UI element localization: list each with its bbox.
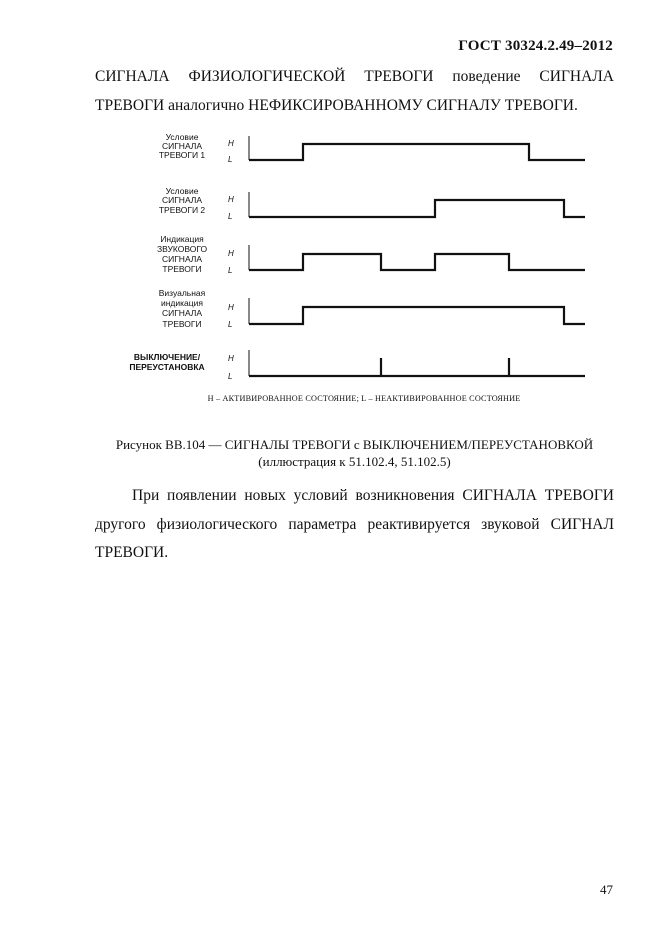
signal-trace-visual-indication (249, 307, 585, 324)
label-line: ТРЕВОГИ (162, 319, 202, 329)
figure-caption (95, 436, 614, 470)
label-line: ЗВУКОВОГО (156, 244, 208, 254)
level-low-label: L (228, 212, 233, 221)
label-line: ТРЕВОГИ 2 (158, 205, 206, 215)
signal-label-alarm-condition-2 (159, 186, 206, 215)
label-line: ПЕРЕУСТАНОВКА (129, 362, 205, 372)
label-line: ТРЕВОГИ 1 (158, 150, 206, 160)
level-high-label: H (228, 303, 234, 312)
signal-label-visual-indication (159, 288, 206, 329)
caption-reference: (иллюстрация к 51.102.4, 51.102.5) (258, 454, 451, 469)
label-line: СИГНАЛА (161, 195, 203, 205)
level-low-label: L (228, 155, 233, 164)
signal-label-silence-reset (129, 352, 204, 372)
diagram-legend: H – АКТИВИРОВАННОЕ СОСТОЯНИЕ; L – НЕАКТИВИРОВАННОЕ СОСТОЯНИЕ (207, 394, 521, 403)
level-high-label: H (228, 249, 234, 258)
label-line: ТРЕВОГИ (162, 264, 202, 274)
label-line: ВЫКЛЮЧЕНИЕ/ (133, 352, 201, 362)
signal-label-auditory-indication (157, 234, 208, 274)
label-line: Индикация (160, 234, 204, 244)
label-line: СИГНАЛА (161, 141, 203, 151)
signal-trace-auditory-indication (249, 254, 585, 270)
signal-label-alarm-condition-1 (159, 132, 206, 160)
paragraph-line: ТРЕВОГИ аналогично НЕФИКСИРОВАННОМУ СИГНАЛУ ТРЕВОГИ. (95, 97, 578, 114)
level-low-label: L (228, 266, 233, 275)
paragraph-line: СИГНАЛА ФИЗИОЛОГИЧЕСКОЙ ТРЕВОГИ поведение СИГНАЛА (95, 68, 614, 85)
label-line: СИГНАЛА (161, 254, 203, 264)
label-line: индикация (160, 298, 204, 308)
paragraph-body: При появлении новых условий возникновения СИГНАЛА ТРЕВОГИ другого физиологического параметра реактивируется звуковой СИГНАЛ ТРЕВОГИ. (95, 487, 614, 561)
caption-title: Рисунок ВВ.104 — СИГНАЛЫ ТРЕВОГИ с ВЫКЛЮЧЕНИЕМ/ПЕРЕУСТАНОВКОЙ (115, 437, 594, 452)
level-high-label: H (228, 139, 234, 148)
label-line: СИГНАЛА (161, 308, 203, 318)
label-line: Визуальная (158, 288, 206, 298)
label-line: Условие (165, 132, 199, 142)
signal-trace-alarm-condition-1 (249, 144, 585, 160)
page-number: 47 (600, 882, 613, 897)
level-high-label: H (228, 195, 234, 204)
label-line: Условие (165, 186, 199, 196)
level-low-label: L (228, 372, 233, 381)
signal-trace-alarm-condition-2 (249, 200, 585, 217)
document-id: ГОСТ 30324.2.49–2012 (458, 38, 613, 54)
level-low-label: L (228, 320, 233, 329)
level-high-label: H (228, 354, 234, 363)
